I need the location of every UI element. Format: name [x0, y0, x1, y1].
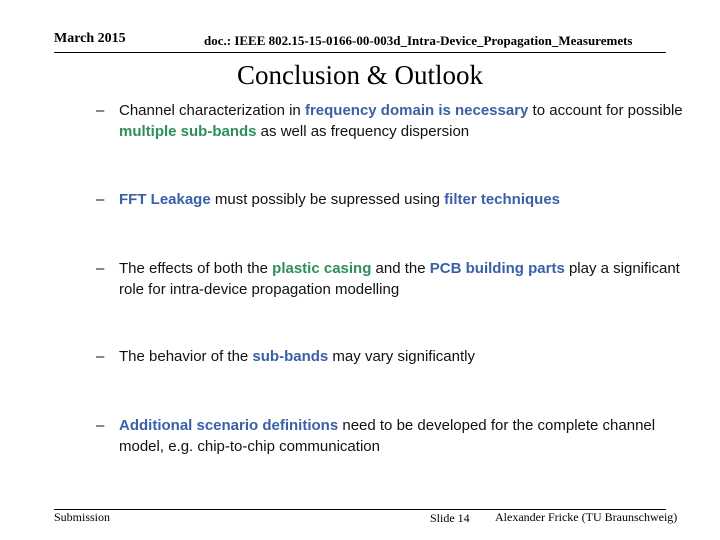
bullet-item	[96, 346, 686, 367]
highlighted-term: sub-bands	[252, 348, 329, 365]
bullet-text-run: Channel characterization in	[119, 102, 305, 119]
bullet-text-run: need to be developed for the complete channel model, e.g. chip-to-chip communication	[119, 417, 656, 455]
highlighted-term: multiple sub-bands	[119, 123, 257, 140]
bullet-text-run: and the	[371, 260, 430, 277]
header-divider	[54, 52, 666, 53]
highlighted-term: PCB building parts	[429, 260, 565, 277]
bullet-dash: –	[96, 417, 105, 434]
bullet-text	[119, 258, 686, 300]
bullet-text	[119, 346, 686, 367]
bullet-item	[96, 258, 686, 300]
bullet-item	[96, 415, 686, 457]
bullet-text-run: The behavior of the	[119, 348, 253, 365]
bullet-text-run: play a significant role for intra-device propagation modelling	[119, 260, 680, 298]
bullet-text-run: may vary significantly	[328, 348, 475, 365]
bullet-text	[119, 189, 686, 210]
footer-submission: Submission	[54, 510, 111, 524]
bullet-dash: –	[96, 348, 105, 365]
bullet-item	[96, 100, 686, 142]
bullet-text-run: as well as frequency dispersion	[256, 123, 470, 140]
bullet-dash: –	[96, 260, 105, 277]
highlighted-term: frequency domain is necessary	[304, 102, 529, 119]
bullet-dash: –	[96, 191, 105, 208]
slide-title: Conclusion & Outlook	[236, 60, 483, 90]
bullet-dash: –	[96, 102, 105, 119]
highlighted-term: FFT Leakage	[119, 191, 211, 208]
bullet-item	[96, 189, 686, 210]
bullet-text-run: must possibly be supressed using	[210, 191, 445, 208]
highlighted-term: Additional scenario definitions	[119, 417, 339, 434]
highlighted-term: filter techniques	[444, 191, 561, 208]
header-date: March 2015	[54, 31, 126, 46]
header-document-id: doc.: IEEE 802.15-15-0166-00-003d_Intra-Device_Propagation_Measuremets	[204, 33, 633, 48]
bullet-text-run: to account for possible	[528, 102, 683, 119]
bullet-text	[119, 415, 686, 457]
footer-author: Alexander Fricke (TU Braunschweig)	[495, 510, 678, 524]
bullet-text	[119, 100, 686, 142]
bullet-text-run: The effects of both the	[119, 260, 273, 277]
footer-slide-number: Slide 14	[430, 511, 470, 525]
highlighted-term: plastic casing	[272, 260, 372, 277]
